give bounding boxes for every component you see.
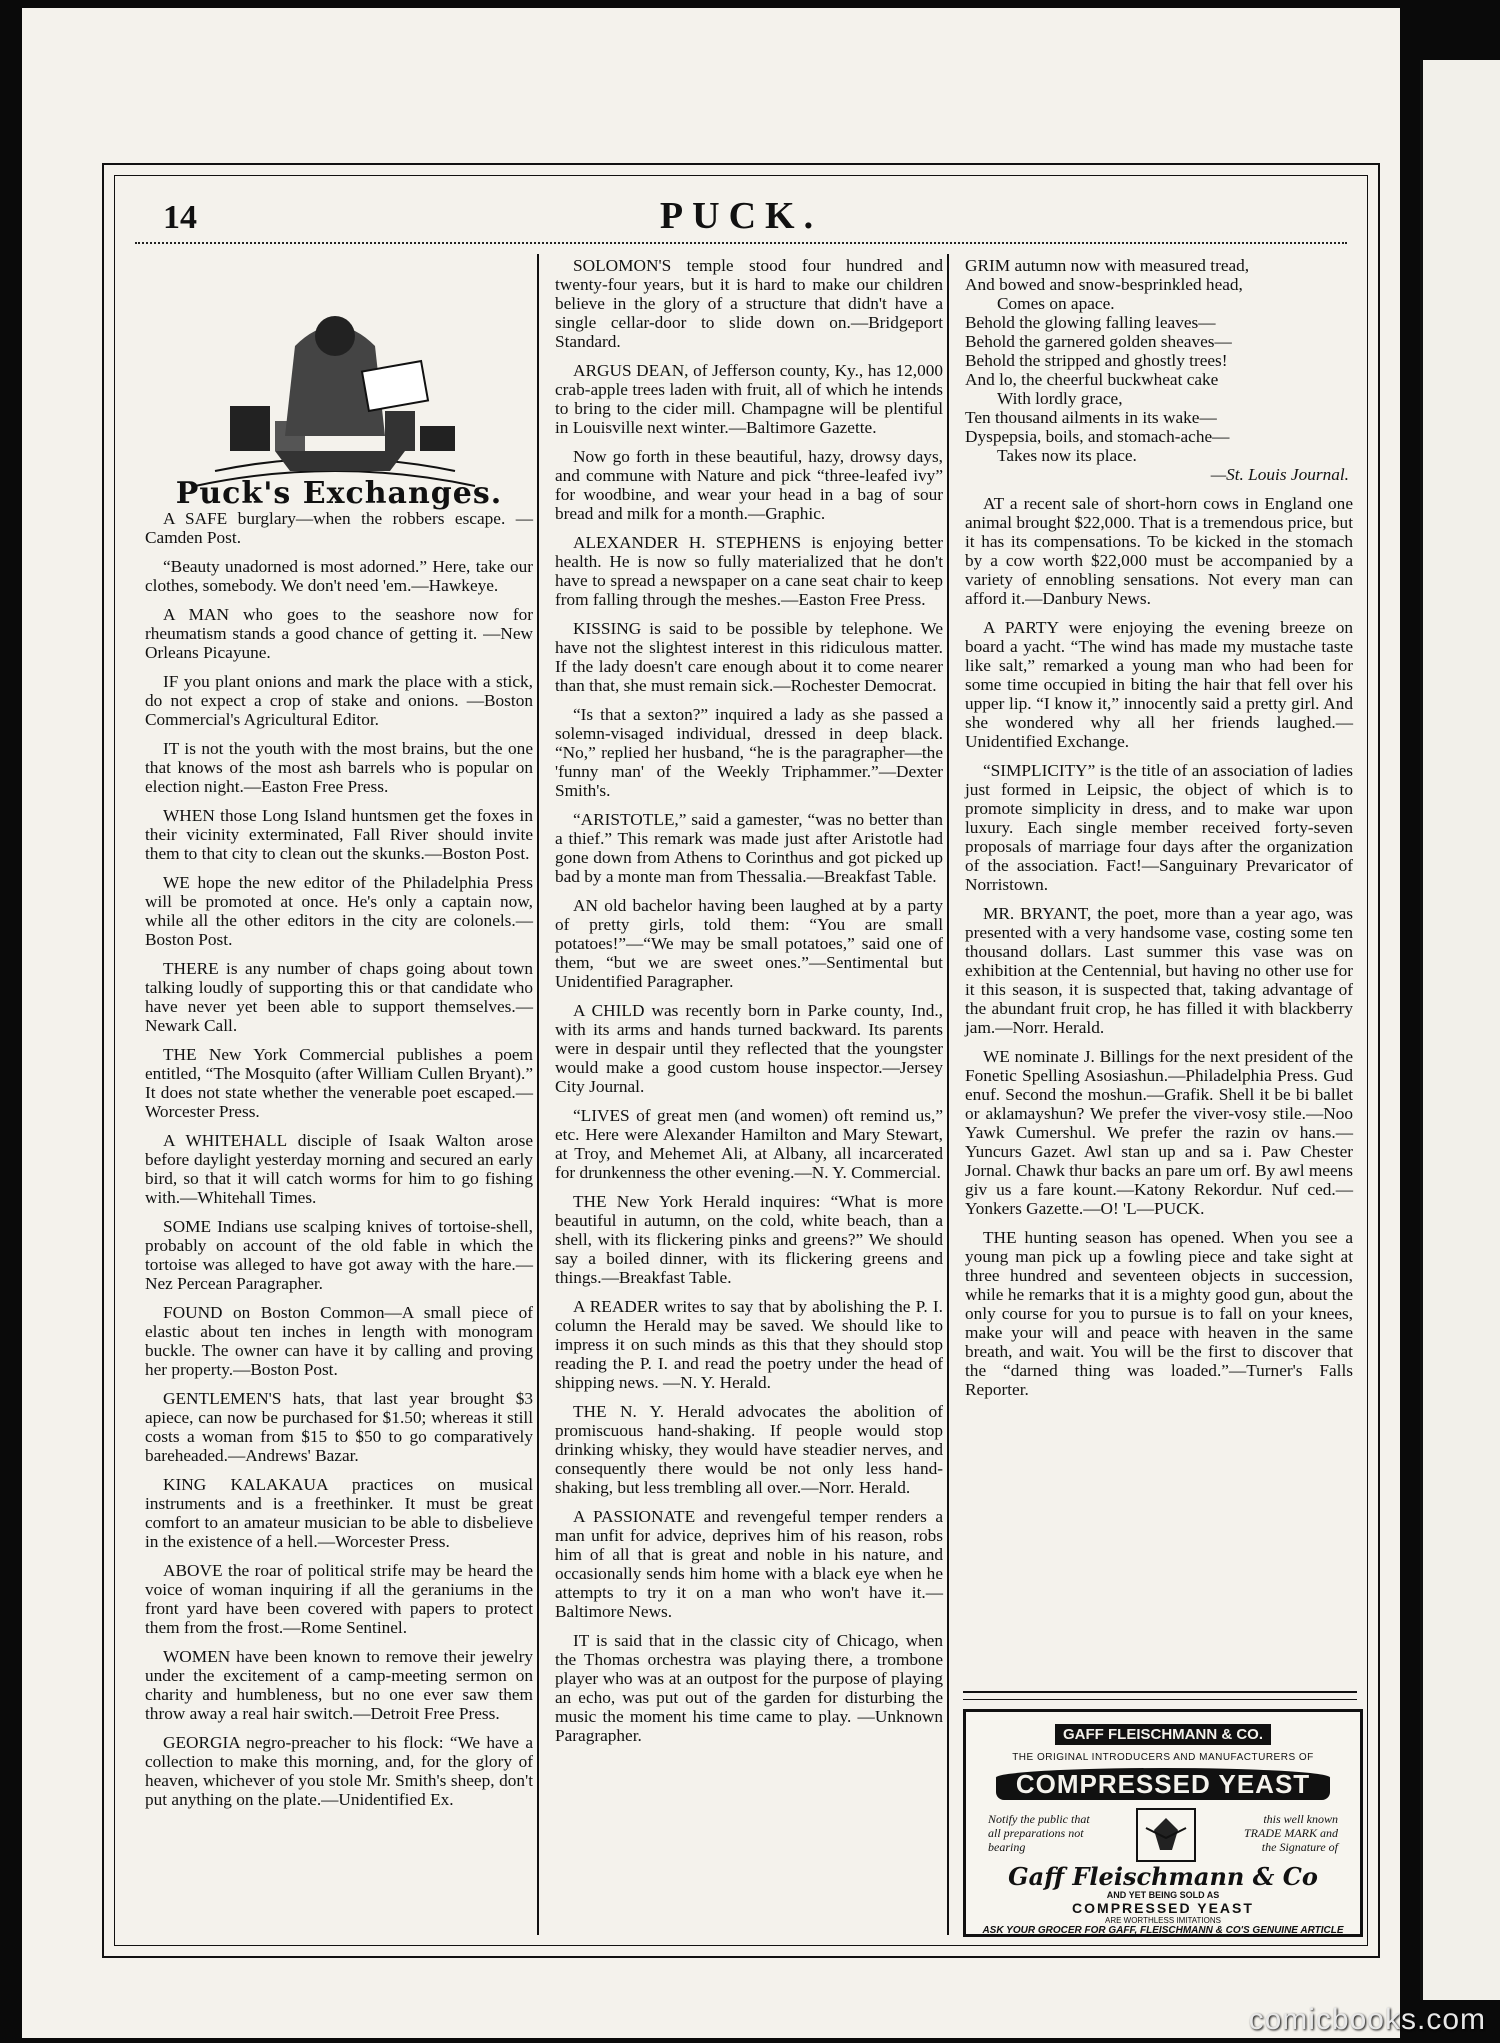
paragraph: “ARISTOTLE,” said a gamester, “was no better than a thief.” This remark was made just after Aristotle had gone down from Athens to Corinthus and got picked up bad by a monte man from Thessalia.—Breakfast Table. — [555, 810, 943, 886]
exchanges-vignette-illustration — [175, 286, 495, 501]
ad-worthless: ARE WORTHLESS IMITATIONS — [1104, 1916, 1221, 1925]
paragraph: IT is not the youth with the most brains, but the one that knows of the most ash barrels who is popular on election night.—Easton Free Press. — [145, 739, 533, 796]
paragraph: “SIMPLICITY” is the title of an association of ladies just formed in Leipsic, the object of which is to promote simplicity in dress, and to make war upon luxury. Each single member received forty-seven proposals of marriage four days after the organization of the association. Fact!—Sanguinary Prevaricator of Norristown. — [965, 761, 1353, 894]
paragraph: WHEN those Long Island huntsmen get the foxes in their vicinity exterminated, Fall River should invite them to that city to clean out the skunks.—Boston Post. — [145, 806, 533, 863]
paragraph: SOLOMON'S temple stood four hundred and twenty-four years, but it is hard to make our children believe in the glory of a structure that didn't have a single cellar-door to slide down on.—Bridgeport Standard. — [555, 256, 943, 351]
poem-line: Behold the garnered golden sheaves— — [965, 332, 1232, 351]
paragraph: A CHILD was recently born in Parke county, Ind., with its arms and hands turned backward. Its parents were in despair until they reflected that the youngster would make a good custom house inspector.—Jersey City Journal. — [555, 1001, 943, 1096]
paragraph: KISSING is said to be possible by telephone. We have not the slightest interest in this ridiculous matter. If the lady doesn't care enough about it to come nearer than that, she must remain sick.—Rochester Democrat. — [555, 619, 943, 695]
ad-sold-product: COMPRESSED YEAST — [1072, 1900, 1254, 1916]
ad-signature: Gaff Fleischmann & Co — [1008, 1862, 1318, 1891]
trademark-emblem-icon — [1136, 1808, 1196, 1862]
ad-maker-banner — [966, 1724, 1360, 1745]
poem-line: Comes on apace. — [997, 294, 1115, 313]
ad-product-banner: COMPRESSED YEAST — [996, 1768, 1330, 1800]
poem-line: GRIM autumn now with measured tread, — [965, 256, 1250, 275]
paragraph: KING KALAKAUA practices on musical instruments and is a freethinker. It must be great comfort to an amateur musician to be able to disbelieve in the existence of a hell.—Worcester Press. — [145, 1475, 533, 1551]
paragraph: WE nominate J. Billings for the next president of the Fonetic Spelling Asosiashun.—Philadelphia Press. Gud enuf. Second the moshun.—Grafik. Shell it be bi ballet or aklamayshun? We prefer the viver-vosy stile.—Noo Yawk Cumershul. We prefer the razin ov hans.—Yuncurs Gazet. Awl stan up and sa i. Paw Chester Jornal. Chawk thur backs an pare um orf. By awl meens giv us a fare kount.—Katony Rekordur. Nuf ced.—Yonkers Gazette.—O! 'L—PUCK. — [965, 1047, 1353, 1218]
paragraph: IT is said that in the classic city of Chicago, when the Thomas orchestra was playing there, a trombone player who was at an outpost for the purpose of playing an echo, was put out of the garden for disturbing the music the moment his time came to play. —Unknown Paragrapher. — [555, 1631, 943, 1745]
paragraph: GENTLEMEN'S hats, that last year brought $3 apiece, can now be purchased for $1.50; whereas it still costs a woman from $15 to $50 to go comparatively bareheaded.—Andrews' Bazar. — [145, 1389, 533, 1465]
column-2 — [555, 256, 943, 1755]
poem-line: Behold the stripped and ghostly trees! — [965, 351, 1228, 370]
poem — [965, 256, 1353, 484]
paragraph: THERE is any number of chaps going about town talking loudly of supporting this or that candidate who have never yet been able to support themselves.—Newark Call. — [145, 959, 533, 1035]
paragraph: FOUND on Boston Common—A small piece of elastic about ten inches in length with monogram buckle. The owner can have it by calling and proving her property.—Boston Post. — [145, 1303, 533, 1379]
paragraph: A READER writes to say that by abolishing the P. I. column the Herald may be saved. We should like to impress it on such minds as this that they should stop reading the P. I. and read the poetry under the head of shipping news. —N. Y. Herald. — [555, 1297, 943, 1392]
paragraph: Now go forth in these beautiful, hazy, drowsy days, and commune with Nature and pick “three-leafed ivy” for woodbine, and wear your head in a bag of sour bread and milk for a month.—Graphic. — [555, 447, 943, 523]
paragraph: ABOVE the roar of political strife may be heard the voice of woman inquiring if all the geraniums in the front yard have been covered with papers to protect them from the frost.—Rome Sentinel. — [145, 1561, 533, 1637]
poem-source: —St. Louis Journal. — [1210, 465, 1349, 484]
poem-line: Ten thousand ailments in its wake— — [965, 408, 1217, 427]
advertisement — [963, 1709, 1363, 1937]
paragraph: “Is that a sexton?” inquired a lady as she passed a solemn-visaged individual, dressed in deep black. “No,” replied her husband, “he is the paragrapher—the 'funny man' of the Weekly Triphammer.”—Dexter Smith's. — [555, 705, 943, 800]
ad-divider — [963, 1691, 1357, 1700]
ad-subline: THE ORIGINAL INTRODUCERS AND MANUFACTURERS OF — [1012, 1752, 1314, 1763]
paragraph: A PASSIONATE and revengeful temper renders a man unfit for advice, deprives him of his reason, robs him of all that is great and noble in his nature, and occasionally sends him home with a black eye when he attempts to try it on a man who won't have it.—Baltimore News. — [555, 1507, 943, 1621]
paragraph: THE hunting season has opened. When you see a young man pick up a fowling piece and take sight at three hundred and seventeen objects in succession, while he remarks that it is a mighty good gun, about the only course for you to pursue is to fall on your knees, make your will and peace with heaven in the same breath, and wait. You will be the first to discover that the “darned thing was loaded.”—Turner's Falls Reporter. — [965, 1228, 1353, 1399]
paragraph: A PARTY were enjoying the evening breeze on board a yacht. “The wind has made my mustache taste like salt,” remarked a young man who had been for some time occupied in biting the hair that fell over his upper lip. “I know it,” innocently said a pretty girl. And she wondered why all her friends laughed.—Unidentified Exchange. — [965, 618, 1353, 751]
paragraph: THE New York Commercial publishes a poem entitled, “The Mosquito (after William Cullen Bryant).” It does not state whether the venerable poet escaped.—Worcester Press. — [145, 1045, 533, 1121]
paragraph: “LIVES of great men (and women) oft remind us,” etc. Here were Alexander Hamilton and Mary Stewart, at Troy, and Mehemet Ali, at Albany, all incarcerated for drunkenness the other evening.—N. Y. Commercial. — [555, 1106, 943, 1182]
poem-line: Behold the glowing falling leaves— — [965, 313, 1216, 332]
paragraph: A SAFE burglary—when the robbers escape. —Camden Post. — [145, 509, 533, 547]
paragraph: THE N. Y. Herald advocates the abolition of promiscuous hand-shaking. If people would stop drinking whisky, they would have steadier nerves, and consequently there would be not only less hand-shaking, but less trembling all over.—Norr. Herald. — [555, 1402, 943, 1497]
page-inner-frame — [114, 175, 1368, 1946]
poem-line: Dyspepsia, boils, and stomach-ache— — [965, 427, 1230, 446]
paragraph: ARGUS DEAN, of Jefferson county, Ky., has 12,000 crab-apple trees laden with fruit, all of which he intends to bring to the cider mill. Champagne will be plentiful in Louisville next winter.—Baltimore Gazette. — [555, 361, 943, 437]
page-frame — [102, 163, 1380, 1958]
exchanges-title: Puck's Exchanges. — [175, 476, 503, 511]
ad-maker: GAFF FLEISCHMANN & CO. — [1055, 1724, 1271, 1745]
poem-line: Takes now its place. — [997, 446, 1137, 465]
column-rule — [947, 254, 949, 1935]
paragraph: AN old bachelor having been laughed at by a party of pretty girls, told them: “You are small potatoes!”—“We may be small potatoes,” said one of them, “but we are sweet ones.”—Sentimental but Unidentified Paragrapher. — [555, 896, 943, 991]
paragraph: THE New York Herald inquires: “What is more beautiful in autumn, on the cold, white beach, than a shell, with its flickering pinks and greens?” We should say a boiled dinner, with its flickering greens and things.—Breakfast Table. — [555, 1192, 943, 1287]
page-number: 14 — [163, 199, 197, 236]
ad-bottom-line: ASK YOUR GROCER FOR GAFF, FLEISCHMANN & CO'S GENUINE ARTICLE — [982, 1925, 1344, 1936]
masthead: PUCK. — [659, 195, 823, 237]
adjacent-page-edge — [1420, 60, 1500, 2000]
paragraph: AT a recent sale of short-horn cows in England one animal brought $22,000. That is a tremendous price, but it has its compensations. To be kicked in the stomach by a cow worth $22,000 must be accompanied by a variety of ennobling sensations. Not every man can afford it.—Danbury News. — [965, 494, 1353, 608]
column-1 — [145, 509, 533, 1819]
poem-line: And lo, the cheerful buckwheat cake — [965, 370, 1219, 389]
header-rule — [135, 242, 1347, 244]
ad-right-text: this well known TRADE MARK and the Signature of — [1244, 1812, 1338, 1854]
paragraph: IF you plant onions and mark the place with a stick, do not expect a crop of stake and onions. —Boston Commercial's Agricultural Editor. — [145, 672, 533, 729]
ad-sold-as: AND YET BEING SOLD AS — [1106, 1890, 1220, 1900]
poem-line: And bowed and snow-besprinkled head, — [965, 275, 1243, 294]
paragraph: SOME Indians use scalping knives of tortoise-shell, probably on account of the old fable in which the tortoise was alleged to have got away with the hare.—Nez Percean Paragrapher. — [145, 1217, 533, 1293]
paragraph: ALEXANDER H. STEPHENS is enjoying better health. He is now so fully materialized that he don't have to spread a newspaper on a cane seat chair to keep from falling through the meshes.—Easton Free Press. — [555, 533, 943, 609]
watermark: comicbooks.com — [1248, 2003, 1486, 2036]
paragraph: WE hope the new editor of the Philadelphia Press will be promoted at once. He's only a captain now, while all the other editors in the city are colonels.—Boston Post. — [145, 873, 533, 949]
column-rule — [537, 254, 539, 1935]
column-3 — [965, 256, 1353, 1409]
poem-line: With lordly grace, — [997, 389, 1123, 408]
paragraph: A WHITEHALL disciple of Isaak Walton arose before daylight yesterday morning and secured an early bird, so that it will catch worms for him to go fishing with.—Whitehall Times. — [145, 1131, 533, 1207]
ad-left-text: Notify the public that all preparations not bearing — [988, 1812, 1090, 1854]
paragraph: A MAN who goes to the seashore now for rheumatism stands a good chance of getting it. —New Orleans Picayune. — [145, 605, 533, 662]
paragraph: “Beauty unadorned is most adorned.” Here, take our clothes, somebody. We don't need 'em.—Hawkeye. — [145, 557, 533, 595]
paragraph: MR. BRYANT, the poet, more than a year ago, was presented with a very handsome vase, costing some ten thousand dollars. Last summer this vase was on exhibition at the Centennial, but having no other use for it this season, it is suspected that, taking advantage of the abundant fruit crop, he has filled it with blackberry jam.—Norr. Herald. — [965, 904, 1353, 1037]
paragraph: WOMEN have been known to remove their jewelry under the excitement of a camp-meeting sermon on charity and humbleness, but no one ever saw them throw away a real hair switch.—Detroit Free Press. — [145, 1647, 533, 1723]
paragraph: GEORGIA negro-preacher to his flock: “We have a collection to make this morning, and, for the glory of heaven, whichever of you stole Mr. Smith's sheep, don't put anything on the plate.—Unidentified Ex. — [145, 1733, 533, 1809]
